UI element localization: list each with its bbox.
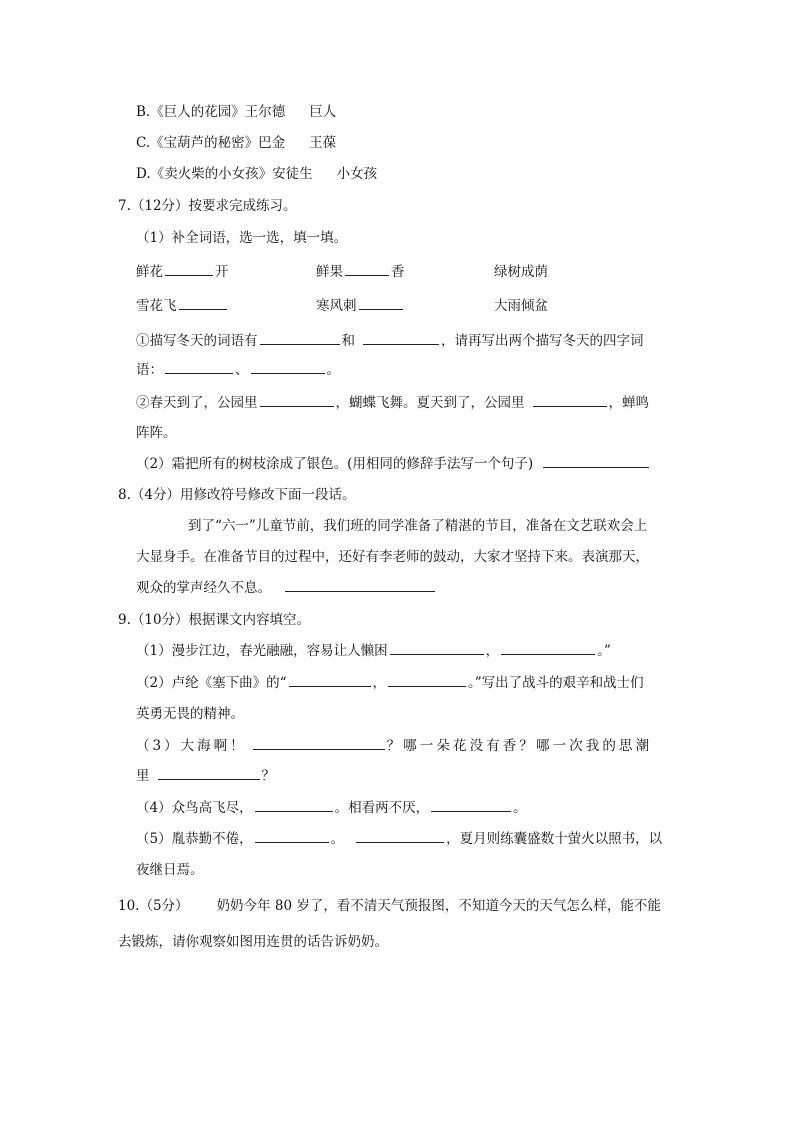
answer-blank[interactable] (285, 578, 435, 592)
text: （1）漫步江边，春光融融，容易让人懒困 (136, 643, 388, 659)
text: （5）胤恭勤不倦， (136, 831, 253, 847)
answer-blank[interactable] (260, 393, 334, 407)
answer-blank[interactable] (255, 798, 333, 812)
answer-blank[interactable] (356, 829, 444, 843)
q7-line1 (136, 331, 644, 351)
q9-item-2 (136, 673, 644, 693)
word-item (136, 296, 229, 316)
q9-item-5 (136, 829, 662, 849)
text: 。” (597, 643, 611, 659)
option-d-answer: 小女孩 (336, 166, 378, 182)
text: ②春天到了，公园里 (136, 395, 258, 411)
text: （2）卢纶《塞下曲》的“ (136, 675, 287, 691)
q10-line2: 去锻炼，请你观察如图用连贯的话告诉奶奶。 (118, 934, 388, 950)
option-d-label: D.《卖火柴的小女孩》安徒生 (136, 166, 313, 182)
word-item: 大雨倾盆 (494, 298, 548, 314)
text: ，请再写出两个描写冬天的四字词 (441, 333, 644, 349)
text: 。 (330, 831, 345, 847)
word-pre: 鲜花 (136, 264, 163, 280)
text: 。”写出了战斗的艰辛和战士们 (468, 675, 644, 691)
q8-paragraph-line: 大显身手。在准备节目的过程中，还好有李老师的鼓动，大家才坚持下来。表演那天， (136, 549, 649, 565)
q9-item-3 (136, 736, 652, 756)
answer-blank[interactable] (253, 736, 385, 750)
q9-item-2-cont: 英勇无畏的精神。 (136, 706, 244, 722)
text: （3）大海啊！ (136, 738, 247, 754)
q7-line4: 阵阵。 (136, 425, 177, 441)
q10-title: 10.（5分） (118, 898, 189, 914)
option-b-label: B.《巨人的花园》王尔德 (136, 104, 286, 120)
answer-blank[interactable] (289, 673, 371, 687)
q9-item-1 (136, 641, 611, 661)
q9-title: 9.（10分）根据课文内容填空。 (118, 612, 311, 628)
answer-blank[interactable] (359, 296, 403, 310)
text: 。相看两不厌， (334, 800, 430, 816)
word-post: 香 (391, 264, 405, 280)
answer-blank[interactable] (251, 360, 325, 374)
q7-sub2 (136, 454, 651, 474)
answer-blank[interactable] (345, 262, 389, 276)
word-post: 开 (215, 264, 229, 280)
answer-blank[interactable] (543, 454, 649, 468)
text: （4）众鸟高飞尽， (136, 800, 253, 816)
q7-line3 (136, 393, 649, 413)
q7-title: 7.（12分）按要求完成练习。 (118, 198, 297, 214)
q7-line2 (136, 360, 340, 380)
option-b-answer: 巨人 (309, 104, 337, 120)
text: ， (485, 643, 500, 659)
q8-paragraph-line: 到了“六一”儿童节前，我们班的同学准备了精湛的节目，准备在文艺联欢会上 (188, 518, 648, 534)
text: ，蝉鸣 (608, 395, 649, 411)
option-c-label: C.《宝葫芦的秘密》巴金 (136, 135, 286, 151)
text: ？哪一朵花没有香？哪一次我的思潮 (386, 738, 653, 754)
answer-blank[interactable] (255, 829, 329, 843)
q8-title: 8.（4分）用修改符号修改下面一段话。 (118, 487, 356, 503)
word-item (136, 262, 229, 282)
text: 奶奶今年 80 岁了，看不清天气预报图，不知道今天的天气怎么样，能不能 (216, 898, 661, 914)
q9-item-4 (136, 798, 527, 818)
q10-line1 (118, 896, 661, 916)
text: 观众的掌声经久不息。 (136, 580, 271, 596)
answer-blank[interactable] (533, 393, 607, 407)
q8-paragraph-line (136, 578, 437, 598)
q9-item-5-cont: 夜继日焉。 (136, 862, 204, 878)
word-pre: 鲜果 (316, 264, 343, 280)
option-b (136, 102, 336, 122)
answer-blank[interactable] (260, 331, 340, 345)
text: ，夏月则练囊盛数十萤火以照书，以 (446, 831, 663, 847)
text: ？ (261, 768, 275, 784)
word-pre: 寒风刺 (316, 298, 357, 314)
option-c (136, 133, 336, 153)
answer-blank[interactable] (363, 331, 439, 345)
text: ①描写冬天的词语有 (136, 333, 258, 349)
answer-blank[interactable] (158, 766, 260, 780)
word-item: 绿树成荫 (494, 264, 548, 280)
answer-blank[interactable] (501, 641, 595, 655)
answer-blank[interactable] (388, 673, 466, 687)
option-c-answer: 王葆 (309, 135, 337, 151)
text: 、 (235, 362, 249, 378)
text: 和 (341, 333, 355, 349)
answer-blank[interactable] (179, 296, 227, 310)
option-d (136, 164, 377, 184)
word-item (316, 296, 405, 316)
text: 。 (513, 800, 527, 816)
answer-blank[interactable] (431, 798, 511, 812)
text: 里 (136, 768, 150, 784)
text: 语： (136, 362, 163, 378)
q9-item-3-cont (136, 766, 275, 786)
answer-blank[interactable] (165, 262, 213, 276)
text: ， (372, 675, 386, 691)
word-pre: 雪花飞 (136, 298, 177, 314)
answer-blank[interactable] (165, 360, 233, 374)
text: ，蝴蝶飞舞。夏天到了，公园里 (335, 395, 525, 411)
text: （2）霜把所有的树枝涂成了银色。(用相同的修辞手法写一个句子) (136, 456, 534, 472)
q7-sub1: （1）补全词语，选一选，填一填。 (136, 230, 348, 246)
word-item (316, 262, 405, 282)
answer-blank[interactable] (390, 641, 484, 655)
text: 。 (326, 362, 340, 378)
